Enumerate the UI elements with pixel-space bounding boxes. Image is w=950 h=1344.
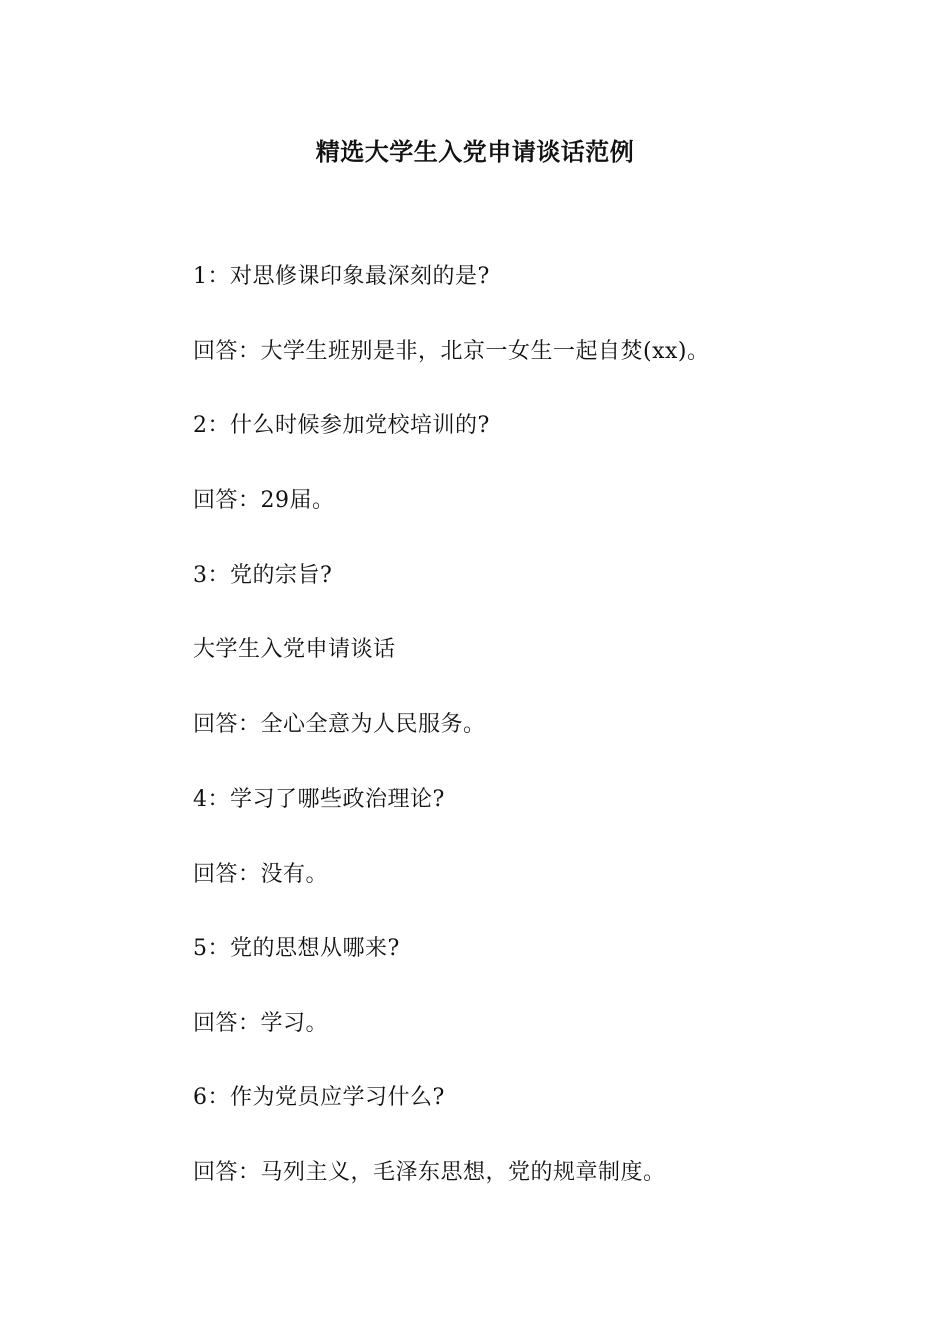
question-4: 4：学习了哪些政治理论? bbox=[193, 787, 445, 812]
answer-5: 回答：学习。 bbox=[193, 1011, 329, 1036]
question-5: 5：党的思想从哪来? bbox=[193, 936, 400, 961]
question-6: 6：作为党员应学习什么? bbox=[193, 1085, 445, 1110]
document-title: 精选大学生入党申请谈话范例 bbox=[315, 137, 635, 166]
question-2: 2：什么时候参加党校培训的? bbox=[193, 413, 490, 438]
interstitial-heading: 大学生入党申请谈话 bbox=[193, 637, 396, 662]
answer-3: 回答：全心全意为人民服务。 bbox=[193, 712, 486, 737]
question-3: 3：党的宗旨? bbox=[193, 563, 333, 588]
answer-2: 回答：29届。 bbox=[193, 488, 335, 513]
answer-6: 回答：马列主义，毛泽东思想，党的规章制度。 bbox=[193, 1160, 666, 1185]
answer-4: 回答：没有。 bbox=[193, 862, 329, 887]
question-1: 1：对思修课印象最深刻的是? bbox=[193, 264, 490, 289]
answer-1: 回答：大学生班别是非，北京一女生一起自焚(xx)。 bbox=[193, 339, 710, 364]
